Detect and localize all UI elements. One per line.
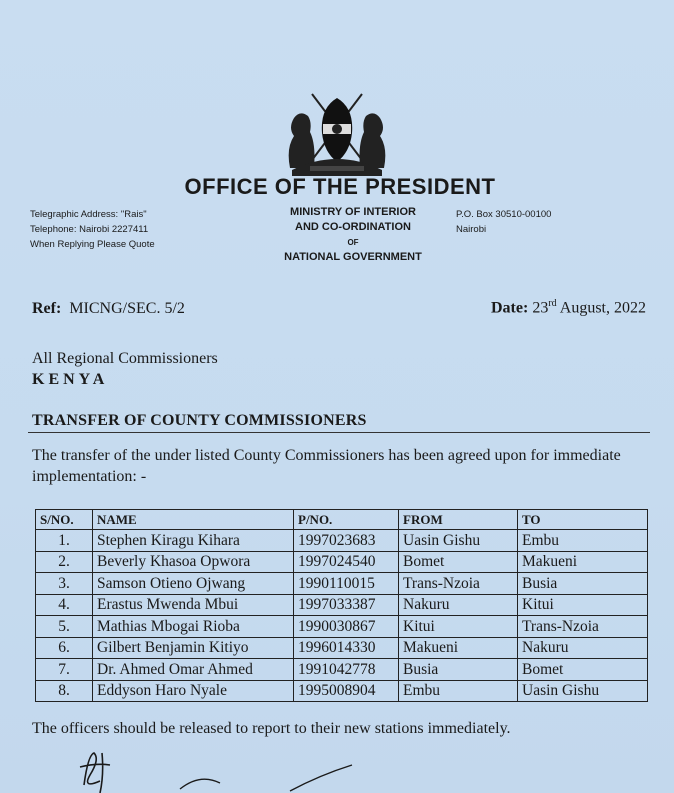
cell-sno: 1. <box>36 530 93 552</box>
cell-name: Mathias Mbogai Rioba <box>93 616 294 638</box>
cell-pno: 1997033387 <box>294 594 399 616</box>
cell-pno: 1990110015 <box>294 573 399 595</box>
header-from: FROM <box>399 510 518 530</box>
addressee-line-1: All Regional Commissioners <box>32 350 218 367</box>
cell-to: Kitui <box>518 594 648 616</box>
cell-sno: 6. <box>36 637 93 659</box>
table-row <box>36 637 648 659</box>
header-pno: P/NO. <box>294 510 399 530</box>
cell-name: Stephen Kiragu Kihara <box>93 530 294 552</box>
office-title: OFFICE OF THE PRESIDENT <box>184 174 496 199</box>
telegraphic-address: Telegraphic Address: "Rais" <box>30 209 147 220</box>
cell-from: Trans-Nzoia <box>399 573 518 595</box>
ref-label: Ref: <box>32 300 62 317</box>
cell-name: Samson Otieno Ojwang <box>93 573 294 595</box>
cell-from: Uasin Gishu <box>399 530 518 552</box>
handwritten-signature <box>60 745 420 793</box>
cell-sno: 8. <box>36 680 93 702</box>
cell-from: Embu <box>399 680 518 702</box>
cell-name: Beverly Khasoa Opwora <box>93 551 294 573</box>
table-row <box>36 616 648 638</box>
po-box: P.O. Box 30510-00100 <box>456 209 552 220</box>
ministry-line-1: MINISTRY OF INTERIOR <box>290 206 416 218</box>
header-to: TO <box>518 510 648 530</box>
date-rest: August, 2022 <box>556 299 646 317</box>
cell-name: Gilbert Benjamin Kitiyo <box>93 637 294 659</box>
letter-date <box>491 298 646 317</box>
cell-to: Uasin Gishu <box>518 680 648 702</box>
ref-value: MICNG/SEC. 5/2 <box>69 300 185 317</box>
subject-underline <box>28 432 650 433</box>
cell-to: Busia <box>518 573 648 595</box>
cell-to: Makueni <box>518 551 648 573</box>
cell-from: Bomet <box>399 551 518 573</box>
city: Nairobi <box>456 224 487 235</box>
cell-sno: 3. <box>36 573 93 595</box>
header-sno: S/NO. <box>36 510 93 530</box>
closing-sentence: The officers should be released to report to their new stations immediately. <box>32 720 511 737</box>
cell-from: Kitui <box>399 616 518 638</box>
subject-heading: TRANSFER OF COUNTY COMMISSIONERS <box>32 412 367 429</box>
table-body <box>36 530 648 702</box>
cell-sno: 2. <box>36 551 93 573</box>
cell-pno: 1990030867 <box>294 616 399 638</box>
cell-pno: 1997023683 <box>294 530 399 552</box>
date-suffix: rd <box>548 298 557 309</box>
table-header-row <box>36 510 648 530</box>
contact-info-left <box>30 207 155 252</box>
date-label: Date: <box>491 299 529 317</box>
ministry-of: OF <box>347 238 359 247</box>
cell-to: Nakuru <box>518 637 648 659</box>
reply-note: When Replying Please Quote <box>30 239 155 250</box>
cell-sno: 7. <box>36 659 93 681</box>
cell-from: Makueni <box>399 637 518 659</box>
telephone: Telephone: Nairobi 2227411 <box>30 224 149 235</box>
table-row <box>36 594 648 616</box>
cell-pno: 1995008904 <box>294 680 399 702</box>
cell-name: Dr. Ahmed Omar Ahmed <box>93 659 294 681</box>
reference <box>32 300 185 318</box>
table-row <box>36 551 648 573</box>
table-row <box>36 659 648 681</box>
cell-to: Bomet <box>518 659 648 681</box>
cell-sno: 4. <box>36 594 93 616</box>
cell-name: Erastus Mwenda Mbui <box>93 594 294 616</box>
intro-paragraph: The transfer of the under listed County Commissioners has been agreed upon for immediate implementation: - <box>32 447 621 485</box>
ministry-line-2: AND CO-ORDINATION <box>295 221 411 233</box>
table-row <box>36 680 648 702</box>
header-name: NAME <box>93 510 294 530</box>
table-row <box>36 573 648 595</box>
kenya-coat-of-arms-icon <box>282 88 392 178</box>
contact-info-right <box>456 207 551 237</box>
cell-to: Trans-Nzoia <box>518 616 648 638</box>
cell-to: Embu <box>518 530 648 552</box>
cell-pno: 1997024540 <box>294 551 399 573</box>
date-day: 23 <box>532 299 549 317</box>
addressee-country: KENYA <box>32 371 109 388</box>
transfer-table <box>35 509 648 702</box>
table-row <box>36 530 648 552</box>
cell-from: Busia <box>399 659 518 681</box>
cell-sno: 5. <box>36 616 93 638</box>
ministry-line-3: NATIONAL GOVERNMENT <box>284 251 422 263</box>
addressee <box>32 348 218 390</box>
ministry-name <box>258 205 448 265</box>
cell-name: Eddyson Haro Nyale <box>93 680 294 702</box>
cell-pno: 1996014330 <box>294 637 399 659</box>
cell-pno: 1991042778 <box>294 659 399 681</box>
cell-from: Nakuru <box>399 594 518 616</box>
